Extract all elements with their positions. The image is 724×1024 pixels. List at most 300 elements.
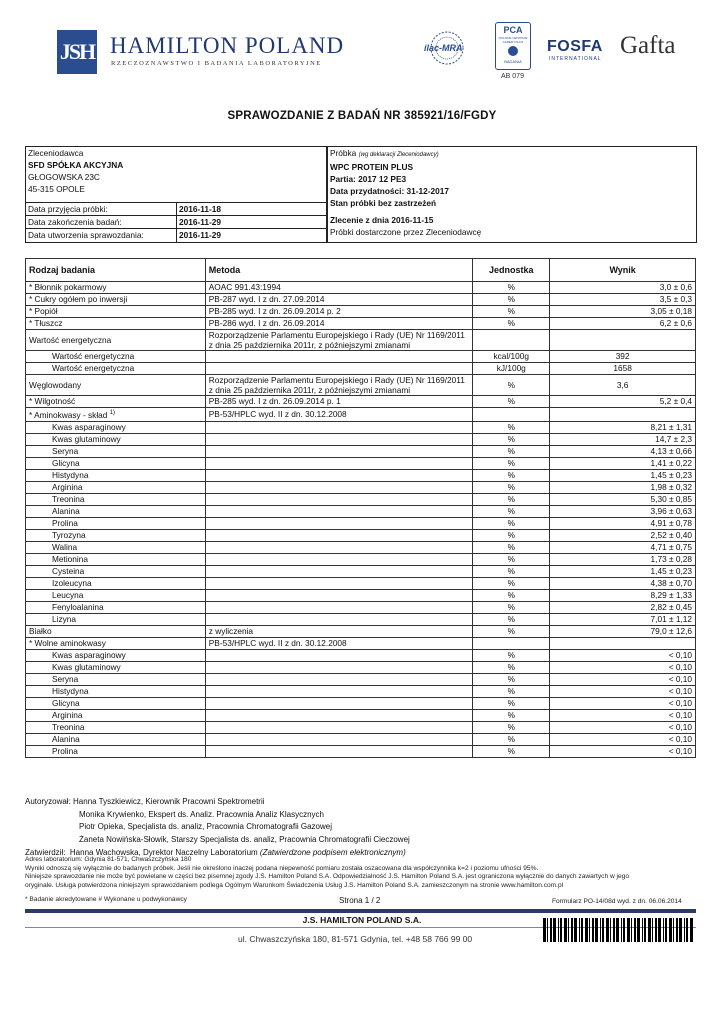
result-unit: kJ/100g xyxy=(473,363,550,375)
note-copyright: Niniejsze sprawozdanie nie może być powielane w części bez pisemnej zgody J.S. Hamilton Poland S.A. Odpowiedzialność J.S. Hamilton Poland S.A. jest ograniczona wyłącznie do danych zawartych w jego xyxy=(25,873,629,881)
barcode-bar xyxy=(637,918,640,942)
result-value: 5,2 ± 0,4 xyxy=(550,396,696,408)
result-method: AOAC 991.43:1994 xyxy=(205,282,473,294)
result-row xyxy=(26,375,696,396)
result-row xyxy=(26,469,696,481)
client-city: 45-315 OPOLE xyxy=(28,184,85,194)
result-method xyxy=(205,481,473,493)
result-unit: % xyxy=(473,481,550,493)
result-test xyxy=(26,505,206,517)
result-method: Rozporządzenie Parlamentu Europejskiego i Rady (UE) Nr 1169/2011 z dnia 25 października 2011r, z późniejszymi zmianami xyxy=(205,330,473,351)
result-method xyxy=(205,589,473,601)
result-row xyxy=(26,661,696,673)
result-value: 4,71 ± 0,75 xyxy=(550,541,696,553)
company-address: ul. Chwaszczyńska 180, 81-571 Gdynia, tel. +48 58 766 99 00 xyxy=(238,934,473,944)
barcode-bar xyxy=(627,918,630,942)
result-unit: % xyxy=(473,553,550,565)
result-test-text: Alanina xyxy=(52,505,80,516)
result-value: 8,21 ± 1,31 xyxy=(550,421,696,433)
result-test xyxy=(26,306,206,318)
result-method xyxy=(205,351,473,363)
result-unit: % xyxy=(473,745,550,757)
result-test xyxy=(26,433,206,445)
result-value: 2,82 ± 0,45 xyxy=(550,601,696,613)
result-method: PB-287 wyd. I z dn. 27.09.2014 xyxy=(205,294,473,306)
author-name: Hanna Tyszkiewicz, Kierownik Pracowni Spektrometrii xyxy=(73,797,265,806)
result-value: < 0,10 xyxy=(550,733,696,745)
result-value: < 0,10 xyxy=(550,709,696,721)
result-row xyxy=(26,351,696,363)
result-method xyxy=(205,457,473,469)
sample-delivery: Próbki dostarczone przez Zleceniodawcę xyxy=(330,227,482,237)
result-row xyxy=(26,433,696,445)
barcode-bar xyxy=(623,918,625,942)
company-name: J.S. HAMILTON POLAND S.A. xyxy=(302,915,422,925)
result-row xyxy=(26,721,696,733)
barcode-bar xyxy=(600,918,601,942)
result-unit: % xyxy=(473,306,550,318)
result-method xyxy=(205,673,473,685)
result-value: 3,96 ± 0,63 xyxy=(550,505,696,517)
result-unit: % xyxy=(473,469,550,481)
result-unit: % xyxy=(473,661,550,673)
note-uncertainty: Wyniki odnoszą się wyłącznie do badanych próbek. Jeśli nie określono inaczej podana niepewność pomiaru została oszacowana dla współczynnika k=2 i poziomu ufności 95%. xyxy=(25,864,539,872)
result-test-text: Fenyloalanina xyxy=(52,601,104,612)
result-row xyxy=(26,505,696,517)
result-row xyxy=(26,282,696,294)
result-unit: % xyxy=(473,433,550,445)
barcode-bar xyxy=(550,918,552,942)
result-unit: % xyxy=(473,589,550,601)
barcode-bar xyxy=(595,918,598,942)
result-test xyxy=(26,493,206,505)
result-method xyxy=(205,649,473,661)
author-name: Piotr Opieka, Specjalista ds. analiz, Pracownia Chromatografii Gazowej xyxy=(79,822,333,832)
result-row xyxy=(26,318,696,330)
result-value: 1,45 ± 0,23 xyxy=(550,565,696,577)
barcode-bar xyxy=(690,918,693,942)
barcode-bar xyxy=(686,918,688,942)
result-value: 1,98 ± 0,32 xyxy=(550,481,696,493)
result-test-text: Kwas glutaminowy xyxy=(52,433,121,444)
result-test xyxy=(26,529,206,541)
result-method: PB-286 wyd. I z dn. 26.09.2014 xyxy=(205,318,473,330)
result-unit: % xyxy=(473,721,550,733)
result-value: 1,41 ± 0,22 xyxy=(550,457,696,469)
result-test xyxy=(26,517,206,529)
result-method xyxy=(205,421,473,433)
result-test xyxy=(26,330,206,351)
result-test xyxy=(26,445,206,457)
result-test-text: Alanina xyxy=(52,733,80,744)
result-row xyxy=(26,396,696,408)
result-test xyxy=(26,589,206,601)
result-value: < 0,10 xyxy=(550,721,696,733)
result-test-text: Glicyna xyxy=(52,697,80,708)
result-test xyxy=(26,697,206,709)
result-unit: % xyxy=(473,697,550,709)
result-unit: % xyxy=(473,517,550,529)
pca-text: PCA xyxy=(503,25,523,35)
barcode-bar xyxy=(571,918,573,942)
date-received-label: Data przyjęcia próbki: xyxy=(28,204,108,214)
legal-notes xyxy=(25,856,705,891)
ilac-mra-logo xyxy=(418,28,476,68)
result-test-text: Lizyna xyxy=(52,613,76,624)
result-test-text: Kwas asparaginowy xyxy=(52,649,126,660)
result-method xyxy=(205,433,473,445)
fosfa-subtitle: INTERNATIONAL xyxy=(549,56,602,62)
footnote-marker: 1) xyxy=(109,410,116,416)
result-row xyxy=(26,493,696,505)
barcode-bar xyxy=(658,918,661,942)
barcode-bar xyxy=(652,918,653,942)
result-test xyxy=(26,601,206,613)
result-method: PB-285 wyd. I z dn. 26.09.2014 p. 1 xyxy=(205,396,473,408)
barcode-bar xyxy=(631,918,632,942)
result-method xyxy=(205,601,473,613)
result-test xyxy=(26,649,206,661)
result-test-text: * Wilgotność xyxy=(29,396,76,406)
results-header-row xyxy=(26,259,696,282)
result-test xyxy=(26,375,206,396)
result-method xyxy=(205,661,473,673)
authorization-block xyxy=(25,796,410,860)
sample-label: Próbka xyxy=(330,148,357,158)
sample-name: WPC PROTEIN PLUS xyxy=(330,162,413,172)
barcode-bar xyxy=(564,918,567,942)
result-method xyxy=(205,493,473,505)
authorized-label: Autoryzował: xyxy=(25,797,71,806)
result-row xyxy=(26,408,696,422)
pca-number: AB 079 xyxy=(501,73,524,80)
result-method xyxy=(205,733,473,745)
date-created-label: Data utworzenia sprawozdania: xyxy=(28,230,144,240)
result-test xyxy=(26,294,206,306)
result-unit: % xyxy=(473,375,550,396)
barcode-bar xyxy=(679,918,682,942)
result-value: 3,05 ± 0,18 xyxy=(550,306,696,318)
result-unit: % xyxy=(473,733,550,745)
barcode-bar xyxy=(684,918,685,942)
result-test-text: Treonina xyxy=(52,721,85,732)
author-name: Monika Krywienko, Ekspert ds. Analiz. Pracownia Analiz Klasycznych xyxy=(79,809,324,819)
result-test-text: * Aminokwasy - skład xyxy=(29,409,108,420)
result-test-text: Glicyna xyxy=(52,457,80,468)
company-logo-tagline: RZECZOZNAWSTWO I BADANIA LABORATORYJNE xyxy=(111,60,322,67)
result-test-text: Izoleucyna xyxy=(52,577,92,588)
result-unit xyxy=(473,330,550,351)
result-test-text: Histydyna xyxy=(52,685,89,696)
result-value: 4,38 ± 0,70 xyxy=(550,577,696,589)
result-method: PB-53/HPLC wyd. II z dn. 30.12.2008 xyxy=(205,408,473,422)
result-test xyxy=(26,745,206,757)
result-test-text: Histydyna xyxy=(52,469,89,480)
result-row xyxy=(26,601,696,613)
barcode-bar xyxy=(574,918,577,942)
sample-order-date: Zlecenie z dnia 2016-11-15 xyxy=(330,215,434,225)
result-method xyxy=(205,697,473,709)
sample-batch: Partia: 2017 12 PE3 xyxy=(330,174,407,184)
author-name: Żaneta Nowińska-Słowik, Starszy Specjalista ds. analiz, Pracownia Chromatografii Cieczowej xyxy=(79,835,410,845)
col-header-test: Rodzaj badania xyxy=(26,259,206,282)
result-test xyxy=(26,396,206,408)
result-test-text: Wartość energetyczna xyxy=(52,351,135,361)
result-unit: % xyxy=(473,457,550,469)
result-value: < 0,10 xyxy=(550,745,696,757)
result-unit: % xyxy=(473,541,550,553)
fosfa-logo: FOSFA xyxy=(547,38,603,55)
result-row xyxy=(26,294,696,306)
sample-state: Stan próbki bez zastrzeżeń xyxy=(330,198,437,208)
report-header-block xyxy=(25,146,696,242)
result-method: PB-285 wyd. I z dn. 26.09.2014 p. 2 xyxy=(205,306,473,318)
result-test xyxy=(26,685,206,697)
result-value: 5,30 ± 0,85 xyxy=(550,493,696,505)
result-row xyxy=(26,589,696,601)
result-value: < 0,10 xyxy=(550,685,696,697)
client-label: Zleceniodawca xyxy=(28,148,84,158)
result-test xyxy=(26,733,206,745)
result-test-text: Wartość energetyczna xyxy=(52,363,135,373)
result-test-text: Kwas glutaminowy xyxy=(52,661,121,672)
result-unit: % xyxy=(473,493,550,505)
barcode-bar xyxy=(547,918,548,942)
result-value xyxy=(550,330,696,351)
result-value: 79,0 ± 12,6 xyxy=(550,625,696,637)
result-value xyxy=(550,637,696,649)
pca-logo xyxy=(495,22,531,70)
result-test xyxy=(26,541,206,553)
barcode-bar xyxy=(579,918,580,942)
result-test-text: Węglowodany xyxy=(29,380,82,390)
result-value: < 0,10 xyxy=(550,673,696,685)
result-value: < 0,10 xyxy=(550,697,696,709)
result-test-text: Tyrozyna xyxy=(52,529,86,540)
barcode-bar xyxy=(589,918,590,942)
result-test xyxy=(26,577,206,589)
result-value: 1,45 ± 0,23 xyxy=(550,469,696,481)
sample-label-note: (wg deklaracji Zleceniodawcy) xyxy=(358,152,439,158)
result-row xyxy=(26,577,696,589)
result-test-text: Prolina xyxy=(52,517,78,528)
result-test xyxy=(26,457,206,469)
client-street: GŁOGOWSKA 23C xyxy=(28,172,100,182)
approver-name: Hanna Wachowska, Dyrektor Naczelny Laboratorium xyxy=(69,847,258,857)
result-unit: % xyxy=(473,445,550,457)
page-number: Strona 1 / 2 xyxy=(339,896,381,905)
result-method xyxy=(205,613,473,625)
result-test-text: Seryna xyxy=(52,673,79,684)
result-row xyxy=(26,553,696,565)
barcode-bar xyxy=(602,918,604,942)
result-value: 4,13 ± 0,66 xyxy=(550,445,696,457)
col-header-method: Metoda xyxy=(205,259,473,282)
result-test xyxy=(26,661,206,673)
legend: * Badanie akredytowane # Wykonane u podwykonawcy xyxy=(25,896,187,903)
result-test-text: Metionina xyxy=(52,553,88,564)
barcode-bar xyxy=(663,918,664,942)
results-body xyxy=(26,282,696,758)
result-test-text: Leucyna xyxy=(52,589,84,600)
result-test xyxy=(26,613,206,625)
col-header-result: Wynik xyxy=(550,259,696,282)
result-row xyxy=(26,685,696,697)
result-row xyxy=(26,649,696,661)
result-test-text: Cysteina xyxy=(52,565,85,576)
result-test-text: Białko xyxy=(29,625,52,636)
date-completed-label: Data zakończenia badań: xyxy=(28,217,122,227)
barcode-bar xyxy=(648,918,651,942)
barcode-bar xyxy=(585,918,588,942)
sample-expiry: Data przydatności: 31-12-2017 xyxy=(330,186,449,196)
date-values xyxy=(179,203,221,242)
result-test-text: Arginina xyxy=(52,709,83,720)
result-test-text: * Wolne aminokwasy xyxy=(29,637,106,648)
result-value: 4,91 ± 0,78 xyxy=(550,517,696,529)
result-unit: % xyxy=(473,577,550,589)
result-test-text: * Cukry ogółem po inwersji xyxy=(29,294,128,304)
result-unit xyxy=(473,637,550,649)
result-method: PB-53/HPLC wyd. II z dn. 30.12.2008 xyxy=(205,637,473,649)
date-received-value: 2016-11-18 xyxy=(179,204,221,214)
result-unit: % xyxy=(473,282,550,294)
result-method xyxy=(205,445,473,457)
result-test xyxy=(26,408,206,422)
result-test-text: Treonina xyxy=(52,493,85,504)
company-logo-mark xyxy=(57,30,97,74)
barcode-bar xyxy=(655,918,657,942)
barcode-bar xyxy=(642,918,643,942)
barcode-bar xyxy=(543,918,546,942)
result-unit: % xyxy=(473,673,550,685)
result-method xyxy=(205,745,473,757)
barcode-bar xyxy=(610,918,611,942)
result-test-text: * Błonnik pokarmowy xyxy=(29,282,107,292)
barcode-bar xyxy=(581,918,583,942)
result-unit: % xyxy=(473,421,550,433)
pca-emblem-icon xyxy=(508,46,518,56)
result-value: 3,6 xyxy=(550,375,696,396)
result-method: z wyliczenia xyxy=(205,625,473,637)
result-value: 1,73 ± 0,28 xyxy=(550,553,696,565)
result-row xyxy=(26,613,696,625)
barcode-bar xyxy=(613,918,615,942)
pca-badge-text: BADANIA xyxy=(504,59,522,64)
result-value: 7,01 ± 1,12 xyxy=(550,613,696,625)
report-title: SPRAWOZDANIE Z BADAŃ NR 385921/16/FGDY xyxy=(227,110,497,122)
result-test xyxy=(26,553,206,565)
result-method xyxy=(205,529,473,541)
result-unit xyxy=(473,408,550,422)
result-test-text: Kwas asparaginowy xyxy=(52,421,126,432)
result-unit: % xyxy=(473,294,550,306)
result-value: 8,29 ± 1,33 xyxy=(550,589,696,601)
result-method xyxy=(205,363,473,375)
result-test-text: Arginina xyxy=(52,481,83,492)
approved-label: Zatwierdził: xyxy=(25,847,66,857)
result-unit: % xyxy=(473,565,550,577)
barcode-bar xyxy=(673,918,674,942)
result-row xyxy=(26,330,696,351)
result-row xyxy=(26,541,696,553)
barcode-bar xyxy=(616,918,619,942)
result-value: < 0,10 xyxy=(550,649,696,661)
result-row xyxy=(26,697,696,709)
result-test xyxy=(26,318,206,330)
result-method xyxy=(205,685,473,697)
result-value: 3,5 ± 0,3 xyxy=(550,294,696,306)
result-row xyxy=(26,445,696,457)
barcode xyxy=(543,918,694,942)
result-unit: % xyxy=(473,396,550,408)
result-method xyxy=(205,577,473,589)
result-test-text: * Tłuszcz xyxy=(29,318,63,328)
result-unit: % xyxy=(473,685,550,697)
barcode-bar xyxy=(621,918,622,942)
result-row xyxy=(26,517,696,529)
result-method xyxy=(205,553,473,565)
lab-address: Adres laboratorium: Gdynia 81-571, Chwaszczyńska 180 xyxy=(25,856,192,863)
sample-info xyxy=(330,147,481,238)
result-test xyxy=(26,673,206,685)
result-row xyxy=(26,565,696,577)
result-test xyxy=(26,363,206,375)
gafta-logo: Gafta xyxy=(620,32,676,59)
barcode-bar xyxy=(669,918,672,942)
result-row xyxy=(26,363,696,375)
result-unit: % xyxy=(473,529,550,541)
result-row xyxy=(26,529,696,541)
barcode-bar xyxy=(560,918,562,942)
company-logo-name: HAMILTON POLAND xyxy=(110,33,345,58)
result-test-text: Seryna xyxy=(52,445,79,456)
barcode-bar xyxy=(676,918,678,942)
barcode-bar xyxy=(644,918,646,942)
logo-initials: JSH xyxy=(59,39,95,64)
result-test xyxy=(26,282,206,294)
result-method xyxy=(205,565,473,577)
result-unit: % xyxy=(473,505,550,517)
col-header-unit: Jednostka xyxy=(473,259,550,282)
barcode-bar xyxy=(634,918,636,942)
result-unit: % xyxy=(473,649,550,661)
client-info xyxy=(28,147,123,195)
result-value: 1658 xyxy=(550,363,696,375)
result-value: < 0,10 xyxy=(550,661,696,673)
result-row xyxy=(26,745,696,757)
result-value: 6,2 ± 0,6 xyxy=(550,318,696,330)
result-method xyxy=(205,517,473,529)
result-test xyxy=(26,421,206,433)
result-test xyxy=(26,565,206,577)
result-method xyxy=(205,505,473,517)
barcode-bar xyxy=(606,918,609,942)
result-row xyxy=(26,709,696,721)
result-row xyxy=(26,625,696,637)
result-value xyxy=(550,408,696,422)
pca-subtitle: POLSKIE CENTRUM AKREDYTACJI xyxy=(498,36,528,44)
result-row xyxy=(26,457,696,469)
result-test xyxy=(26,709,206,721)
result-test xyxy=(26,721,206,733)
result-row xyxy=(26,306,696,318)
barcode-bar xyxy=(665,918,667,942)
result-row xyxy=(26,421,696,433)
result-method: Rozporządzenie Parlamentu Europejskiego i Rady (UE) Nr 1169/2011 z dnia 25 października 2011r, z późniejszymi zmianami xyxy=(205,375,473,396)
result-method xyxy=(205,721,473,733)
barcode-bar xyxy=(568,918,569,942)
